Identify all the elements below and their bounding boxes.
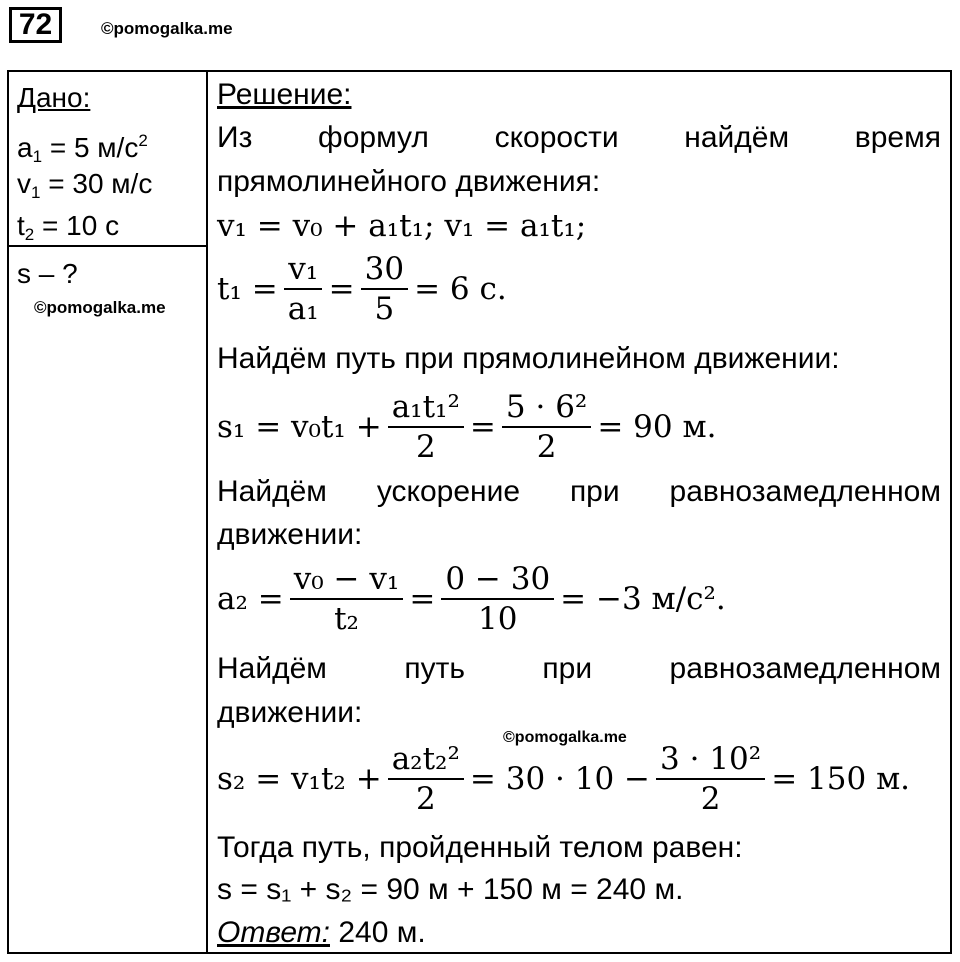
solution-line-9: s = s₁ + s₂ = 90 м + 150 м = 240 м.	[217, 873, 684, 906]
answer: Ответ: 240 м.	[217, 916, 426, 949]
find-s: s – ?	[17, 258, 78, 289]
solution-line-7: движении:	[217, 696, 363, 729]
task-number: 72	[9, 7, 62, 43]
solution-line-2: прямолинейного движения:	[217, 165, 601, 198]
solution-line-6: Найдём путь при равнозамедленном	[217, 652, 941, 685]
equation-a2: a₂ = $\frac{\text{v₀ − v₁}}{\text{t₂}}$ = $\frac{0 - 30}{10}$ = −3 м/с².	[217, 561, 726, 637]
solution-line-3: Найдём путь при прямолинейном движении:	[217, 342, 840, 375]
solution-line-5: движении:	[217, 518, 363, 551]
given-title: Дано:	[17, 82, 91, 113]
solution-line-1: Из формул скорости найдём время	[217, 121, 941, 154]
equation-s2: s₂ = v₁t₂ + $\frac{\text{a₂t₂²}}{2}$ = 30 · 10 − $\frac{\text{3 · 10²}}{2}$ = 150 м.	[217, 741, 911, 817]
solution-title: Решение:	[217, 78, 352, 111]
equation-s1: s₁ = v₀t₁ + $\frac{\text{a₁t₁²}}{2}$ = $\frac{\text{5 · 6²}}{2}$ = 90 м.	[217, 389, 717, 465]
given-v1: $v_1 = 30$ м/с	[17, 168, 153, 202]
column-divider	[206, 70, 208, 954]
watermark-middle: ©pomogalka.me	[503, 729, 627, 746]
given-a1: $a_1 = 5$ $м/с^2$	[17, 131, 148, 166]
equation-t1: t₁ = $\frac{\text{v₁}}{\text{a₁}}$ = $\frac{30}{5}$ = 6 с.	[217, 251, 507, 327]
equation-velocity: v₁ = v₀ + a₁t₁; v₁ = a₁t₁;	[217, 208, 587, 244]
solution-line-4: Найдём ускорение при равнозамедленном	[217, 475, 941, 508]
watermark-top: ©pomogalka.me	[101, 19, 233, 38]
given-t2: $t_2 = 10$ с	[17, 210, 120, 244]
watermark-left: ©pomogalka.me	[34, 298, 166, 317]
solution-line-8: Тогда путь, пройденный телом равен:	[217, 831, 743, 864]
